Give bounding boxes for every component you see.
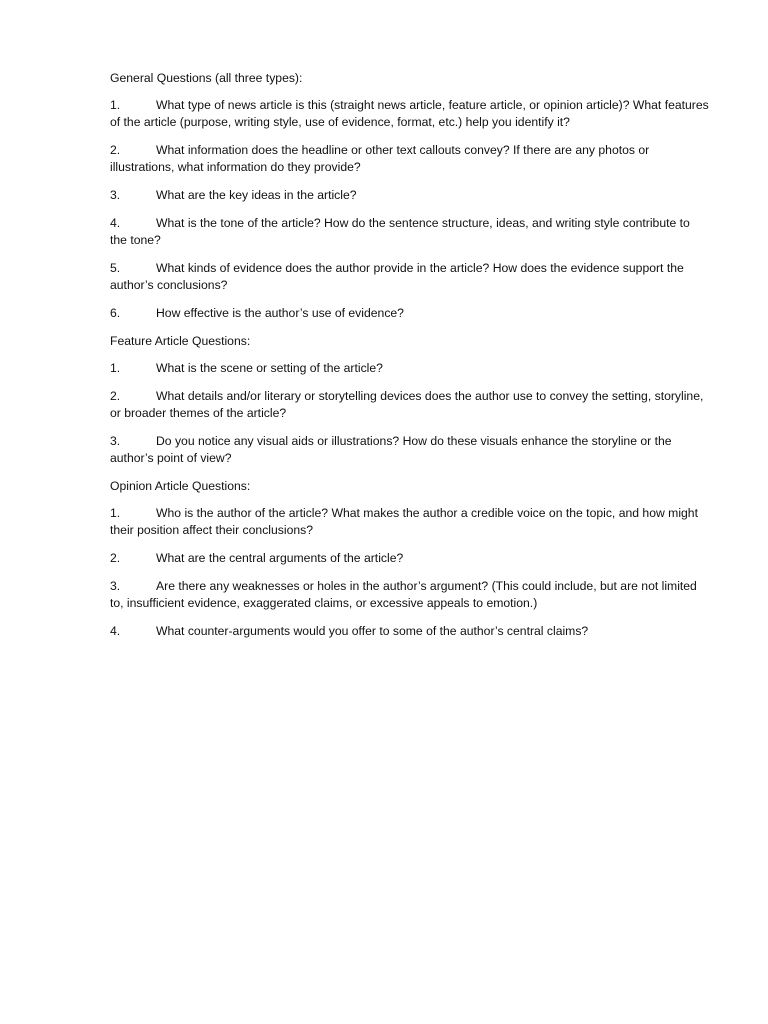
question-text: What are the key ideas in the article? <box>156 188 357 202</box>
question-text: How effective is the author’s use of evidence? <box>156 306 404 320</box>
question-number: 3. <box>110 188 121 202</box>
question-text: What counter-arguments would you offer to some of the author’s central claims? <box>156 624 589 638</box>
question-item <box>110 623 710 640</box>
document-body <box>110 70 710 651</box>
question-item <box>110 388 710 422</box>
question-text: What details and/or literary or storytelling devices does the author use to convey the setting, storyline, or broader themes of the article? <box>110 389 704 420</box>
question-text: What is the tone of the article? How do the sentence structure, ideas, and writing style contribute to the tone? <box>110 216 690 247</box>
question-text: What type of news article is this (straight news article, feature article, or opinion article)? What features of the article (purpose, writing style, use of evidence, format, etc.) help you identify it? <box>110 98 709 129</box>
question-number: 1. <box>110 361 121 375</box>
question-text: What kinds of evidence does the author provide in the article? How does the evidence support the author’s conclusions? <box>110 261 684 292</box>
question-number: 3. <box>110 579 121 593</box>
question-item <box>110 187 710 204</box>
question-text: Are there any weaknesses or holes in the author’s argument? (This could include, but are not limited to, insufficient evidence, exaggerated claims, or excessive appeals to emotion.) <box>110 579 697 610</box>
question-item <box>110 360 710 377</box>
question-number: 3. <box>110 434 121 448</box>
question-number: 5. <box>110 261 121 275</box>
question-item <box>110 505 710 539</box>
question-number: 2. <box>110 143 121 157</box>
question-number: 6. <box>110 306 121 320</box>
question-item <box>110 550 710 567</box>
section-heading-feature: Feature Article Questions: <box>110 334 251 348</box>
question-item <box>110 305 710 322</box>
question-number: 1. <box>110 98 121 112</box>
question-text: Who is the author of the article? What makes the author a credible voice on the topic, and how might their position affect their conclusions? <box>110 506 698 537</box>
question-item <box>110 260 710 294</box>
question-number: 4. <box>110 624 121 638</box>
question-item <box>110 433 710 467</box>
question-item <box>110 215 710 249</box>
section-heading-general: General Questions (all three types): <box>110 71 303 85</box>
question-text: Do you notice any visual aids or illustrations? How do these visuals enhance the storyline or the author’s point of view? <box>110 434 672 465</box>
question-number: 2. <box>110 389 121 403</box>
question-text: What are the central arguments of the article? <box>156 551 404 565</box>
question-item <box>110 578 710 612</box>
question-item <box>110 97 710 131</box>
question-text: What is the scene or setting of the article? <box>156 361 383 375</box>
question-text: What information does the headline or other text callouts convey? If there are any photos or illustrations, what information do they provide? <box>110 143 650 174</box>
question-number: 1. <box>110 506 121 520</box>
section-heading-opinion: Opinion Article Questions: <box>110 479 251 493</box>
question-number: 2. <box>110 551 121 565</box>
question-number: 4. <box>110 216 121 230</box>
question-item <box>110 142 710 176</box>
